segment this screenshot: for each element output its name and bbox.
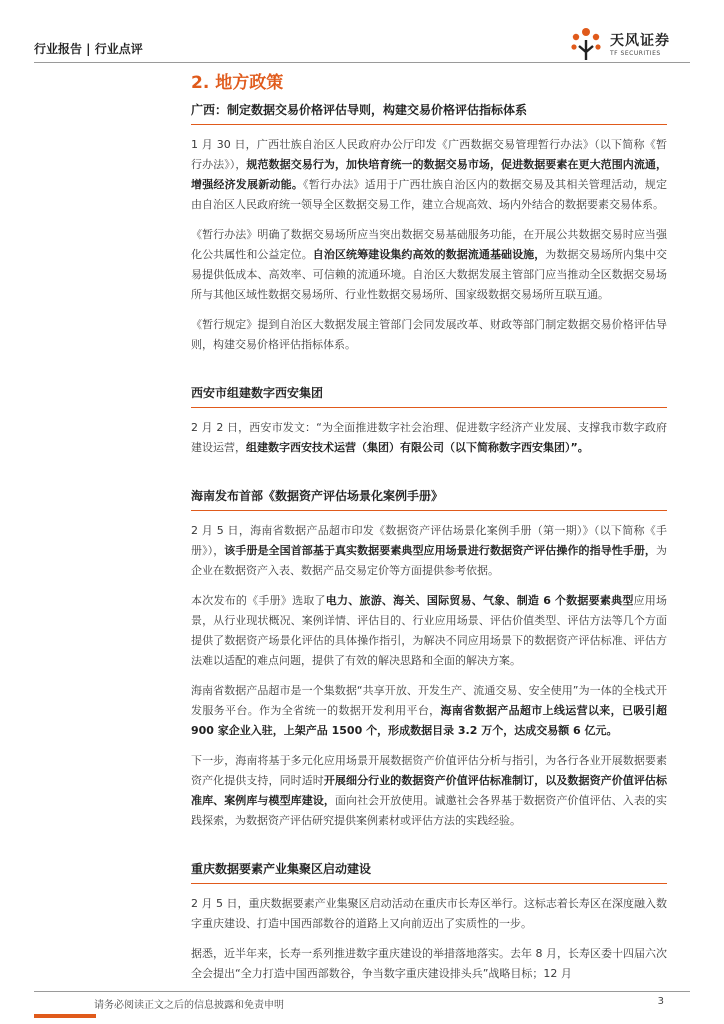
emphasis-text: 开展细分行业的数据资产价值评估标准制订，以及数据资产价值评估标准库、案例库与模型库建设， [191, 774, 667, 807]
header-divider [34, 62, 690, 63]
plain-text: 2 月 5 日，重庆数据要素产业集聚区启动活动在重庆市长寿区举行。这标志着长寿区在深度融入数字重庆建设、打造中国西部数谷的道路上又向前迈出了实质性的一步。 [191, 897, 667, 930]
body-paragraph [191, 135, 667, 215]
subsection-heading-wrap [191, 859, 667, 884]
plain-text: 《暂行规定》提到自治区大数据发展主管部门会同发展改革、财政等部门制定数据交易价格评估导则，构建交易价格评估指标体系。 [191, 318, 667, 351]
block-spacer [191, 841, 667, 859]
report-body [191, 70, 667, 994]
body-paragraph [191, 591, 667, 671]
body-paragraph [191, 315, 667, 355]
body-paragraph [191, 225, 667, 305]
page-header [0, 0, 724, 64]
subsection-heading-wrap [191, 486, 667, 511]
subsection-heading: 西安市组建数字西安集团 [191, 386, 324, 400]
breadcrumb: 行业报告 | 行业点评 [34, 42, 143, 56]
tf-logo-icon [566, 24, 606, 64]
plain-text: 据悉，近半年来，长寿一系列推进数字重庆建设的举措落地落实。去年 8 月，长寿区委十四届六次全会提出“全力打造中国西部数谷，争当数字重庆建设排头兵”战略目标；12 月 [191, 947, 667, 980]
body-paragraph [191, 681, 667, 741]
brand-name-cn: 天风证券 [610, 33, 670, 49]
plain-text: 本次发布的《手册》选取了 [191, 594, 326, 607]
plain-text: 应用场景，从行业现状概况、案例详情、评估目的、行业应用场景、评估价值类型、评估方法等几个方面提供了数据资产场景化评估的具体操作指引，为解决不同应用场景下的数据资产评估标准、评估方法难以适配的难点问题，提供了有效的解决思路和全面的解决方案。 [191, 594, 668, 667]
subsection-heading: 海南发布首部《数据资产评估场景化案例手册》 [191, 489, 444, 503]
brand-name-en: TF SECURITIES [610, 50, 661, 57]
subsection-heading-wrap [191, 383, 667, 408]
policy-blocks [191, 100, 667, 984]
emphasis-text: 规范数据交易行为，加快培育统一的数据交易市场，促进数据要素在更大范围内流通，增强经济发展新动能。 [191, 158, 668, 191]
plain-text: 1 月 30 日，广西壮族自治区人民政府办公厅印发《广西数据交易管理暂行办法》（以下简称《暂行办法》）， [191, 138, 667, 171]
body-paragraph [191, 521, 667, 581]
emphasis-text: 自治区统筹建设集约高效的数据流通基础设施， [312, 248, 546, 261]
subsection-heading: 广西：制定数据交易价格评估导则，构建交易价格评估指标体系 [191, 103, 528, 117]
emphasis-text: 该手册是全国首部基于真实数据要素典型应用场景进行数据资产评估操作的指导性手册， [224, 544, 656, 557]
block-spacer [191, 468, 667, 486]
brand-logo [566, 24, 706, 64]
plain-text: 为企业在数据资产入表、数据产品交易定价等方面提供参考依据。 [191, 544, 667, 577]
body-paragraph [191, 418, 667, 458]
subsection-heading-wrap [191, 100, 667, 125]
section-title: 2. 地方政策 [191, 73, 284, 93]
body-paragraph [191, 751, 667, 831]
emphasis-text: 组建数字西安技术运营（集团）有限公司（以下简称数字西安集团）”。 [246, 441, 589, 454]
plain-text: 《暂行办法》明确了数据交易场所应当突出数据交易基础服务功能，在开展公共数据交易时应当强化公共属性和公益定位。 [191, 228, 667, 261]
plain-text: 2 月 5 日，海南省数据产品超市印发《数据资产评估场景化案例手册（第一期）》（以下简称《手册》）， [191, 524, 667, 557]
plain-text: 海南省数据产品超市是一个集数据“共享开放、开发生产、流通交易、安全使用”为一体的全栈式开发服务平台。作为全省统一的数据开发利用平台， [191, 684, 667, 717]
plain-text: 面向社会开放使用。诚邀社会各界基于数据资产价值评估、入表的实践探索，为数据资产评估研究提供案例素材或评估方法的实践经验。 [191, 794, 668, 827]
footer-divider [34, 991, 690, 992]
block-spacer [191, 365, 667, 383]
plain-text: 为数据交易场所内集中交易提供低成本、高效率、可信赖的流通环境。自治区大数据发展主管部门应当推动全区数据交易场所与其他区域性数据交易场所、行业性数据交易场所、国家级数据交易场所互联互通。 [191, 248, 668, 301]
disclaimer-text: 请务必阅读正文之后的信息披露和免责申明 [94, 1000, 284, 1011]
emphasis-text: 电力、旅游、海关、国际贸易、气象、制造 6 个数据要素典型 [325, 594, 634, 607]
subsection-heading: 重庆数据要素产业集聚区启动建设 [191, 862, 372, 876]
footer-accent-bar [34, 1014, 96, 1018]
page-number: 3 [657, 996, 664, 1007]
plain-text: 《暂行办法》适用于广西壮族自治区内的数据交易及其相关管理活动，规定由自治区人民政府统一领导全区数据交易工作，建立合规高效、场内外结合的数据要素交易体系。 [191, 178, 668, 211]
body-paragraph [191, 894, 667, 934]
emphasis-text: 海南省数据产品超市上线运营以来，已吸引超 900 家企业入驻，上架产品 1500 个，形成数据目录 3.2 万个，达成交易额 6 亿元。 [191, 704, 668, 737]
plain-text: 下一步，海南将基于多元化应用场景开展数据资产价值评估分析与指引，为各行各业开展数据要素资产化提供支持，同时适时 [191, 754, 667, 787]
body-paragraph [191, 944, 667, 984]
plain-text: 2 月 2 日，西安市发文：“为全面推进数字社会治理、促进数字经济产业发展、支撑我市数字政府建设运营， [191, 421, 667, 454]
